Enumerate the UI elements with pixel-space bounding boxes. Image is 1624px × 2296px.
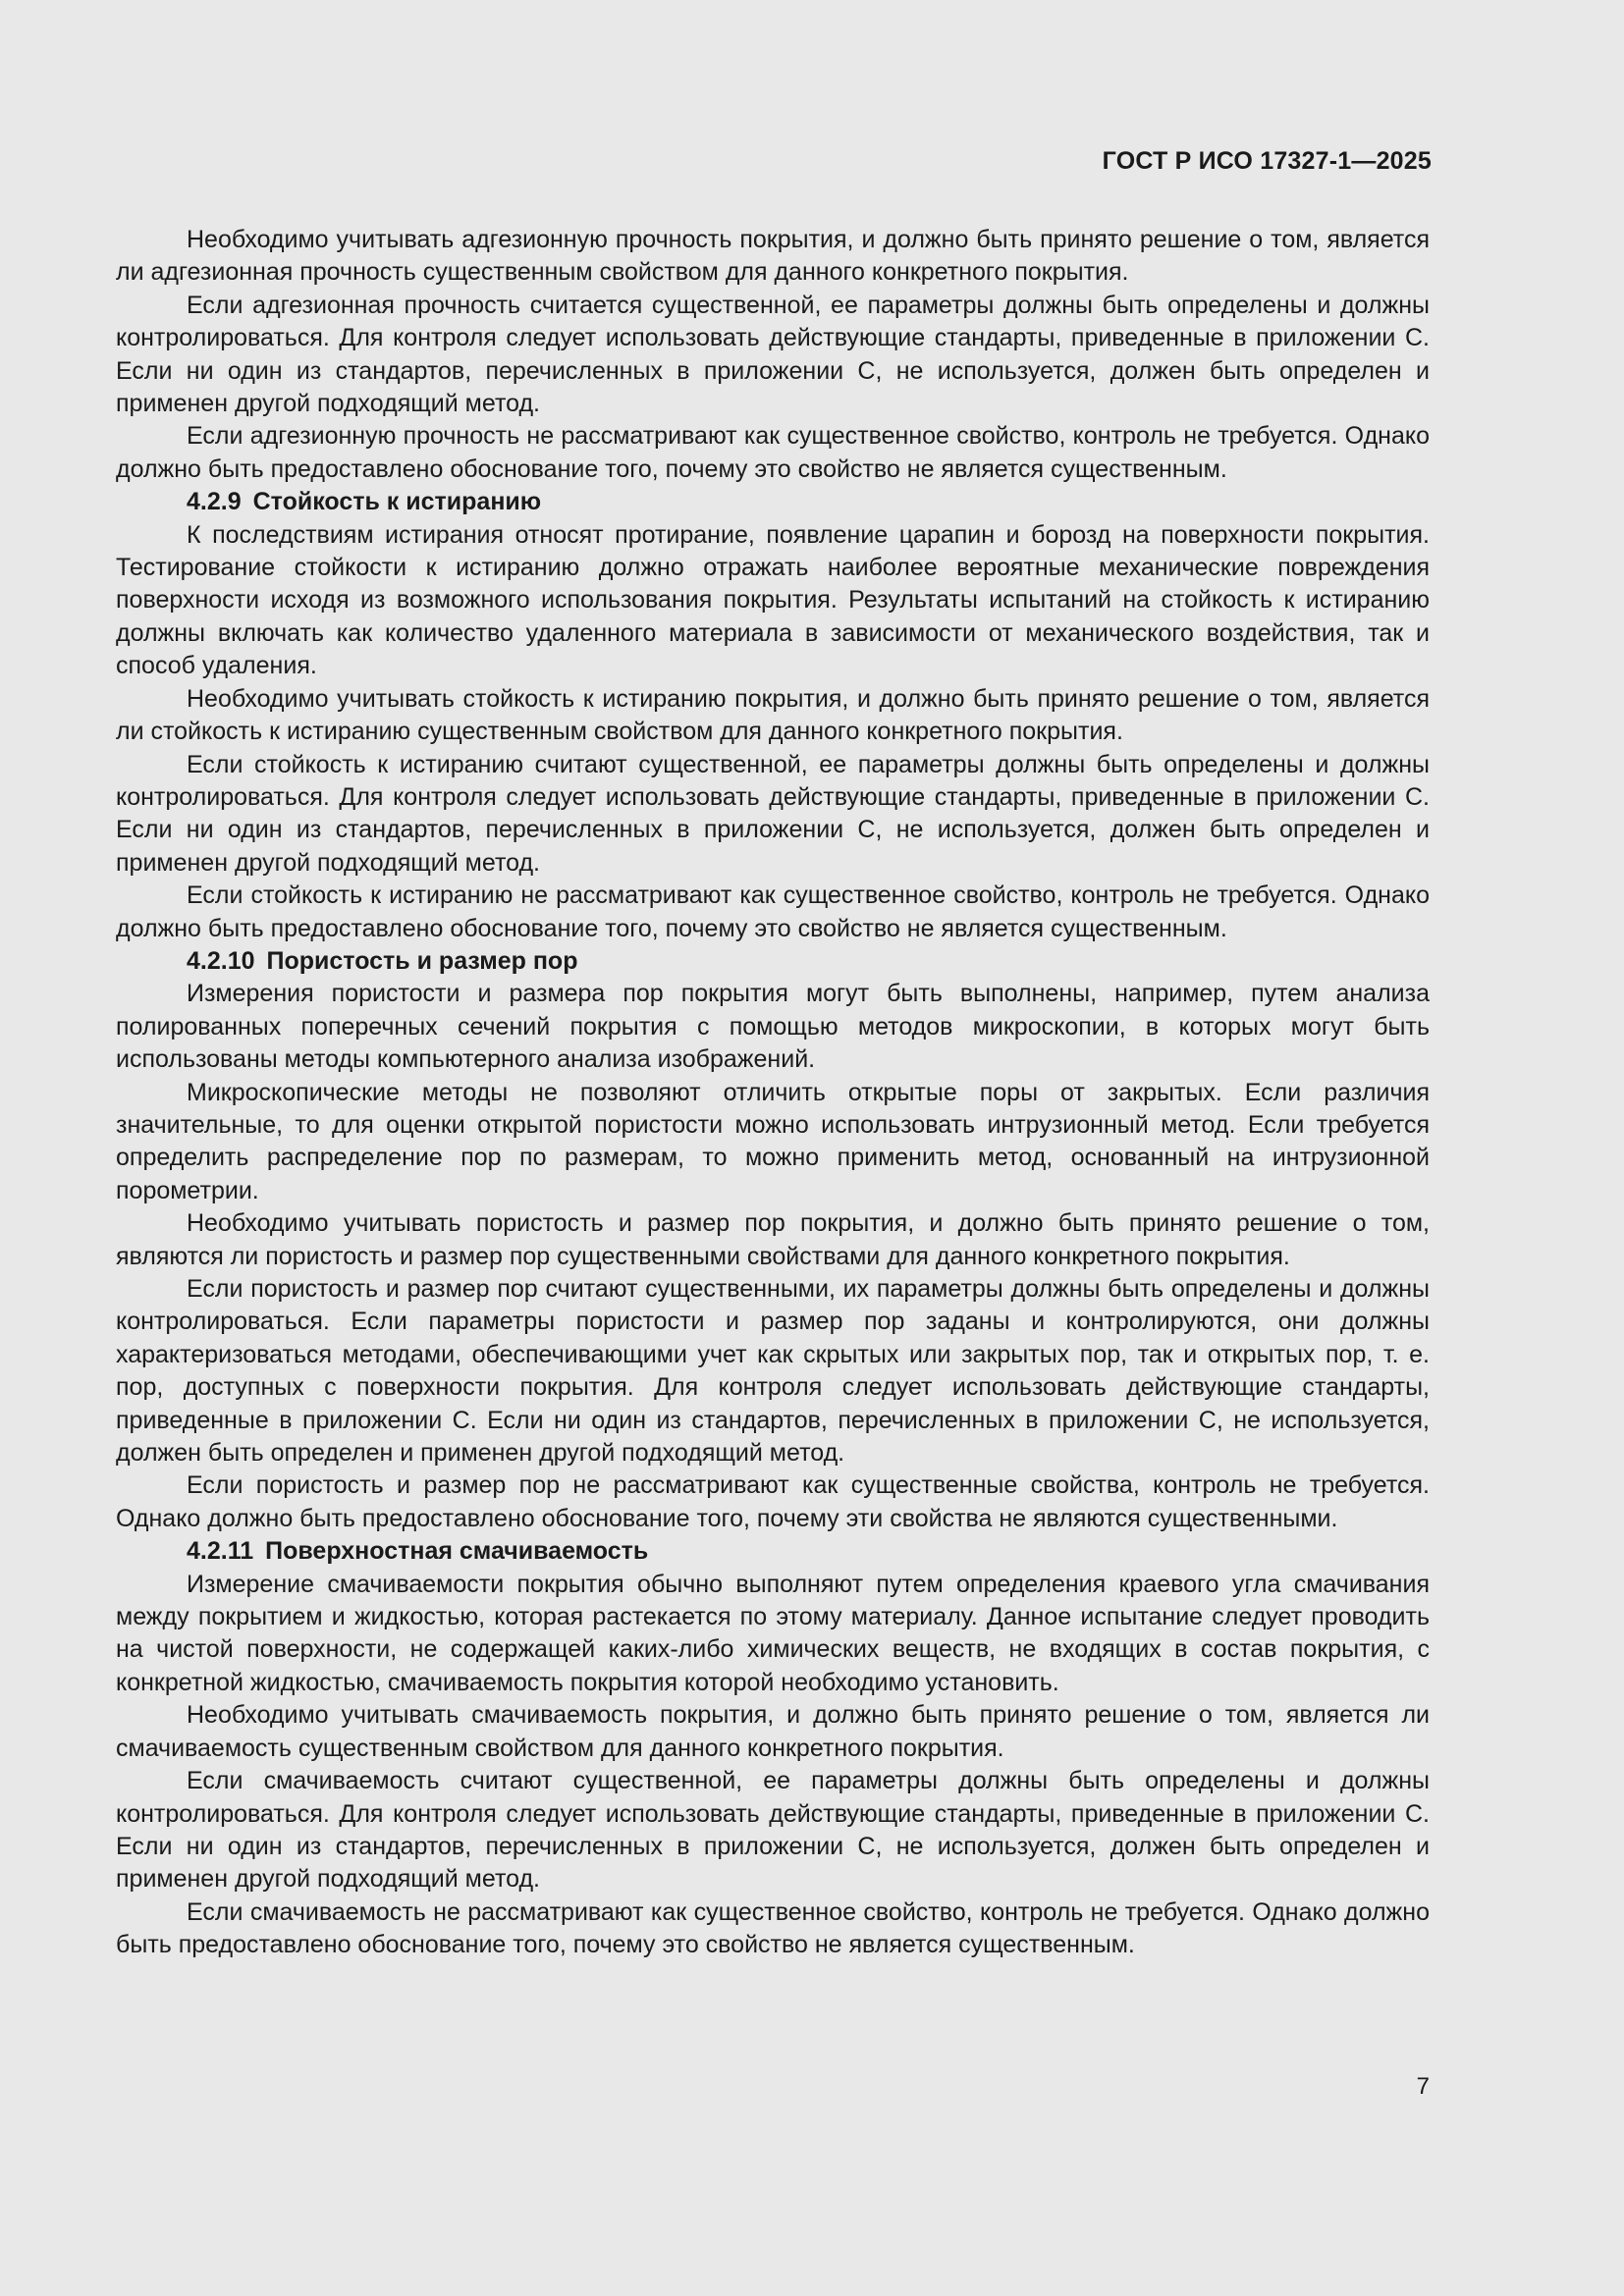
body-text [116, 224, 1430, 1962]
section-title: Поверхностная смачиваемость [265, 1537, 649, 1566]
paragraph: К последствиям истирания относят протирание, появление царапин и борозд на поверхности покрытия. Тестирование стойкости к истиранию должно отражать наиболее вероятные механические повреждения поверхности исходя из возможного использования покрытия. Результаты испытаний на стойкость к истиранию должны включать как количество удаленного материала в зависимости от механического воздействия, так и способ удаления. [116, 520, 1430, 680]
paragraph: Необходимо учитывать пористость и размер пор покрытия, и должно быть принято решение о том, являются ли пористость и размер пор существенными свойствами для данного конкретного покрытия. [116, 1209, 1430, 1270]
section-number: 4.2.11 [187, 1537, 254, 1566]
paragraph: Необходимо учитывать стойкость к истиранию покрытия, и должно быть принято решение о том, является ли стойкость к истиранию существенным свойством для данного конкретного покрытия. [116, 684, 1430, 746]
document-code-header: ГОСТ Р ИСО 17327-1—2025 [1102, 147, 1432, 175]
paragraph: Измерения пористости и размера пор покрытия могут быть выполнены, например, путем анализа полированных поперечных сечений покрытия с помощью методов микроскопии, в которых могут быть использованы методы компьютерного анализа изображений. [116, 980, 1430, 1074]
paragraph: Измерение смачиваемости покрытия обычно выполняют путем определения краевого угла смачивания между покрытием и жидкостью, которая растекается по этому материалу. Данное испытание следует проводить на чистой поверхности, не содержащей каких-либо химических веществ, не входящих в состав покрытия, с конкретной жидкостью, смачиваемость покрытия которой необходимо установить. [116, 1570, 1430, 1696]
section-number: 4.2.10 [187, 946, 255, 975]
paragraph: Если стойкость к истиранию не рассматривают как существенное свойство, контроль не требуется. Однако должно быть предоставлено обоснование того, почему это свойство не является существенным. [116, 881, 1430, 942]
paragraph: Микроскопические методы не позволяют отличить открытые поры от закрытых. Если различия значительные, то для оценки открытой пористости можно использовать интрузионный метод. Если требуется определить распределение пор по размерам, то можно применить метод, основанный на интрузионной порометрии. [116, 1078, 1430, 1204]
section-number: 4.2.9 [187, 488, 242, 516]
paragraph: Если смачиваемость считают существенной, ее параметры должны быть определены и должны контролироваться. Для контроля следует использовать действующие стандарты, приведенные в приложении С. Если ни один из стандартов, перечисленных в приложении С, не используется, должен быть определен и применен другой подходящий метод. [116, 1767, 1430, 1894]
paragraph: Если адгезионная прочность считается существенной, ее параметры должны быть определены и должны контролироваться. Для контроля следует использовать действующие стандарты, приведенные в приложении С. Если ни один из стандартов, перечисленных в приложении С, не используется, должен быть определен и применен другой подходящий метод. [116, 291, 1430, 418]
paragraph: Если пористость и размер пор не рассматривают как существенные свойства, контроль не требуется. Однако должно быть предоставлено обоснование того, почему эти свойства не являются существенными. [116, 1471, 1430, 1532]
paragraph: Необходимо учитывать смачиваемость покрытия, и должно быть принято решение о том, является ли смачиваемость существенным свойством для данного конкретного покрытия. [116, 1701, 1430, 1762]
section-title: Пористость и размер пор [266, 946, 578, 975]
page-number: 7 [1416, 2073, 1430, 2100]
section-heading-4-2-10 [116, 945, 1430, 978]
paragraph: Если адгезионную прочность не рассматривают как существенное свойство, контроль не требуется. Однако должно быть предоставлено обоснование того, почему это свойство не является существенным. [116, 422, 1430, 483]
section-heading-4-2-9 [116, 486, 1430, 518]
section-title: Стойкость к истиранию [252, 488, 542, 516]
paragraph: Если смачиваемость не рассматривают как существенное свойство, контроль не требуется. Однако должно быть предоставлено обоснование того, почему это свойство не является существенным. [116, 1897, 1430, 1959]
paragraph: Если стойкость к истиранию считают существенной, ее параметры должны быть определены и должны контролироваться. Для контроля следует использовать действующие стандарты, приведенные в приложении С. Если ни один из стандартов, перечисленных в приложении С, не используется, должен быть определен и применен другой подходящий метод. [116, 750, 1430, 877]
section-heading-4-2-11 [116, 1535, 1430, 1568]
paragraph: Если пористость и размер пор считают существенными, их параметры должны быть определены и должны контролироваться. Если параметры пористости и размер пор заданы и контролируются, они должны характеризоваться методами, обеспечивающими учет как скрытых или закрытых пор, так и открытых пор, т. е. пор, доступных с поверхности покрытия. Для контроля следует использовать действующие стандарты, приведенные в приложении С. Если ни один из стандартов, перечисленных в приложении С, не используется, должен быть определен и применен другой подходящий метод. [116, 1275, 1430, 1468]
paragraph: Необходимо учитывать адгезионную прочность покрытия, и должно быть принято решение о том, является ли адгезионная прочность существенным свойством для данного конкретного покрытия. [116, 226, 1430, 287]
